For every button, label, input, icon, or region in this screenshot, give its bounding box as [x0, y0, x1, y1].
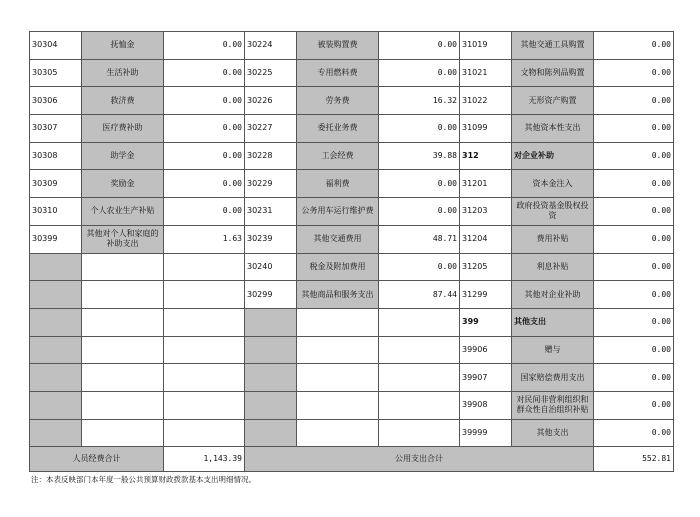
- econ-code-cell: 30227: [245, 115, 297, 143]
- econ-code-cell: 31299: [460, 281, 512, 309]
- personnel-total-value: 1,143.39: [164, 447, 245, 472]
- amount-cell: 0.00: [594, 364, 674, 392]
- econ-name-cell: [297, 419, 379, 447]
- econ-code-cell: 31022: [460, 87, 512, 115]
- amount-cell: 16.32: [379, 87, 460, 115]
- expense-detail-table: [29, 31, 674, 472]
- econ-name-cell: 生活补助: [82, 59, 164, 87]
- econ-name-cell: 医疗费补助: [82, 115, 164, 143]
- amount-cell: [379, 419, 460, 447]
- econ-name-cell: 公务用车运行维护费: [297, 198, 379, 226]
- econ-name-cell: 其他交通工具购置: [512, 32, 594, 60]
- econ-name-cell: [82, 336, 164, 364]
- econ-name-cell: [297, 391, 379, 419]
- econ-code-cell: [30, 336, 82, 364]
- econ-code-cell: 399: [460, 308, 512, 336]
- econ-name-cell: [82, 281, 164, 309]
- amount-cell: 48.71: [379, 225, 460, 253]
- econ-name-cell: [82, 253, 164, 281]
- amount-cell: 0.00: [164, 87, 245, 115]
- amount-cell: 0.00: [594, 308, 674, 336]
- econ-name-cell: [82, 364, 164, 392]
- amount-cell: 0.00: [594, 198, 674, 226]
- econ-name-cell: 其他交通费用: [297, 225, 379, 253]
- amount-cell: [164, 253, 245, 281]
- econ-code-cell: 31203: [460, 198, 512, 226]
- econ-name-cell: 助学金: [82, 142, 164, 170]
- econ-code-cell: 312: [460, 142, 512, 170]
- amount-cell: [164, 308, 245, 336]
- amount-cell: [164, 281, 245, 309]
- amount-cell: 0.00: [164, 170, 245, 198]
- econ-code-cell: 31099: [460, 115, 512, 143]
- amount-cell: 0.00: [594, 59, 674, 87]
- econ-code-cell: [30, 253, 82, 281]
- table-row: [30, 59, 674, 87]
- amount-cell: 0.00: [594, 225, 674, 253]
- amount-cell: 0.00: [379, 253, 460, 281]
- amount-cell: 0.00: [379, 198, 460, 226]
- econ-name-cell: [297, 336, 379, 364]
- econ-code-cell: 39907: [460, 364, 512, 392]
- amount-cell: 87.44: [379, 281, 460, 309]
- amount-cell: 0.00: [379, 115, 460, 143]
- amount-cell: 0.00: [164, 32, 245, 60]
- econ-name-cell: 福利费: [297, 170, 379, 198]
- econ-name-cell: 抚恤金: [82, 32, 164, 60]
- amount-cell: [164, 336, 245, 364]
- econ-code-cell: 30307: [30, 115, 82, 143]
- econ-code-cell: 30239: [245, 225, 297, 253]
- econ-code-cell: 30228: [245, 142, 297, 170]
- amount-cell: 0.00: [379, 59, 460, 87]
- econ-name-cell: 被装购置费: [297, 32, 379, 60]
- table-row: [30, 419, 674, 447]
- table-row: [30, 142, 674, 170]
- econ-name-cell: [82, 308, 164, 336]
- econ-code-cell: 30226: [245, 87, 297, 115]
- amount-cell: [379, 308, 460, 336]
- public-total-value: 552.81: [594, 447, 674, 472]
- econ-name-cell: 赠与: [512, 336, 594, 364]
- econ-code-cell: 30229: [245, 170, 297, 198]
- econ-code-cell: 30306: [30, 87, 82, 115]
- econ-code-cell: 31201: [460, 170, 512, 198]
- econ-name-cell: 奖励金: [82, 170, 164, 198]
- amount-cell: 0.00: [164, 198, 245, 226]
- econ-name-cell: [82, 419, 164, 447]
- amount-cell: 0.00: [594, 253, 674, 281]
- table-row: [30, 115, 674, 143]
- table-row: [30, 336, 674, 364]
- econ-code-cell: 30240: [245, 253, 297, 281]
- econ-code-cell: 31021: [460, 59, 512, 87]
- econ-name-cell: 资本金注入: [512, 170, 594, 198]
- econ-code-cell: 39999: [460, 419, 512, 447]
- econ-code-cell: 30231: [245, 198, 297, 226]
- econ-code-cell: 30224: [245, 32, 297, 60]
- personnel-total-label: 人员经费合计: [30, 447, 164, 472]
- econ-code-cell: [245, 391, 297, 419]
- econ-code-cell: 39906: [460, 336, 512, 364]
- table-row: [30, 281, 674, 309]
- amount-cell: 0.00: [594, 419, 674, 447]
- econ-code-cell: 30310: [30, 198, 82, 226]
- table-body: [30, 32, 674, 447]
- econ-name-cell: 利息补贴: [512, 253, 594, 281]
- econ-code-cell: 31204: [460, 225, 512, 253]
- econ-code-cell: [30, 308, 82, 336]
- econ-name-cell: 其他资本性支出: [512, 115, 594, 143]
- amount-cell: [164, 364, 245, 392]
- econ-code-cell: [30, 391, 82, 419]
- econ-code-cell: 31205: [460, 253, 512, 281]
- amount-cell: [379, 391, 460, 419]
- public-total-label: 公用支出合计: [245, 447, 594, 472]
- econ-name-cell: 其他对个人和家庭的补助支出: [82, 225, 164, 253]
- amount-cell: [164, 391, 245, 419]
- econ-name-cell: 对民间非营利组织和群众性自治组织补贴: [512, 391, 594, 419]
- amount-cell: 0.00: [594, 391, 674, 419]
- econ-name-cell: [82, 391, 164, 419]
- econ-code-cell: [245, 308, 297, 336]
- table-row: [30, 87, 674, 115]
- table-row: [30, 32, 674, 60]
- econ-name-cell: 委托业务费: [297, 115, 379, 143]
- econ-name-cell: 税金及附加费用: [297, 253, 379, 281]
- amount-cell: 0.00: [164, 115, 245, 143]
- econ-code-cell: 39908: [460, 391, 512, 419]
- econ-name-cell: [297, 364, 379, 392]
- table-row: [30, 364, 674, 392]
- econ-name-cell: 其他支出: [512, 308, 594, 336]
- econ-name-cell: 政府投资基金股权投资: [512, 198, 594, 226]
- amount-cell: 0.00: [594, 142, 674, 170]
- econ-name-cell: 费用补贴: [512, 225, 594, 253]
- econ-name-cell: 救济费: [82, 87, 164, 115]
- econ-name-cell: 工会经费: [297, 142, 379, 170]
- econ-code-cell: [30, 364, 82, 392]
- econ-code-cell: 30225: [245, 59, 297, 87]
- econ-name-cell: 劳务费: [297, 87, 379, 115]
- amount-cell: 1.63: [164, 225, 245, 253]
- econ-name-cell: 专用燃料费: [297, 59, 379, 87]
- econ-name-cell: 对企业补助: [512, 142, 594, 170]
- econ-code-cell: 30305: [30, 59, 82, 87]
- table-row: [30, 225, 674, 253]
- amount-cell: 39.88: [379, 142, 460, 170]
- amount-cell: 0.00: [379, 32, 460, 60]
- econ-name-cell: 文物和陈列品购置: [512, 59, 594, 87]
- expense-detail-table-wrapper: [29, 31, 673, 472]
- econ-code-cell: 30399: [30, 225, 82, 253]
- econ-code-cell: [30, 419, 82, 447]
- totals-row: [30, 447, 674, 472]
- econ-code-cell: 30308: [30, 142, 82, 170]
- amount-cell: 0.00: [594, 87, 674, 115]
- amount-cell: 0.00: [594, 115, 674, 143]
- amount-cell: [379, 336, 460, 364]
- amount-cell: 0.00: [594, 281, 674, 309]
- amount-cell: 0.00: [594, 170, 674, 198]
- amount-cell: 0.00: [594, 336, 674, 364]
- amount-cell: 0.00: [379, 170, 460, 198]
- econ-code-cell: 31019: [460, 32, 512, 60]
- table-row: [30, 391, 674, 419]
- amount-cell: 0.00: [594, 32, 674, 60]
- econ-code-cell: 30304: [30, 32, 82, 60]
- econ-code-cell: [245, 336, 297, 364]
- econ-name-cell: [297, 308, 379, 336]
- table-row: [30, 253, 674, 281]
- table-row: [30, 198, 674, 226]
- amount-cell: [379, 364, 460, 392]
- econ-name-cell: 其他商品和服务支出: [297, 281, 379, 309]
- econ-name-cell: 个人农业生产补贴: [82, 198, 164, 226]
- table-note: 注：本表反映部门本年度一般公共预算财政拨款基本支出明细情况。: [31, 475, 256, 484]
- econ-name-cell: 其他支出: [512, 419, 594, 447]
- econ-code-cell: [30, 281, 82, 309]
- econ-code-cell: [245, 364, 297, 392]
- table-row: [30, 308, 674, 336]
- econ-code-cell: [245, 419, 297, 447]
- econ-code-cell: 30309: [30, 170, 82, 198]
- amount-cell: 0.00: [164, 59, 245, 87]
- amount-cell: [164, 419, 245, 447]
- econ-name-cell: 其他对企业补助: [512, 281, 594, 309]
- econ-name-cell: 国家赔偿费用支出: [512, 364, 594, 392]
- amount-cell: 0.00: [164, 142, 245, 170]
- table-row: [30, 170, 674, 198]
- econ-name-cell: 无形资产购置: [512, 87, 594, 115]
- econ-code-cell: 30299: [245, 281, 297, 309]
